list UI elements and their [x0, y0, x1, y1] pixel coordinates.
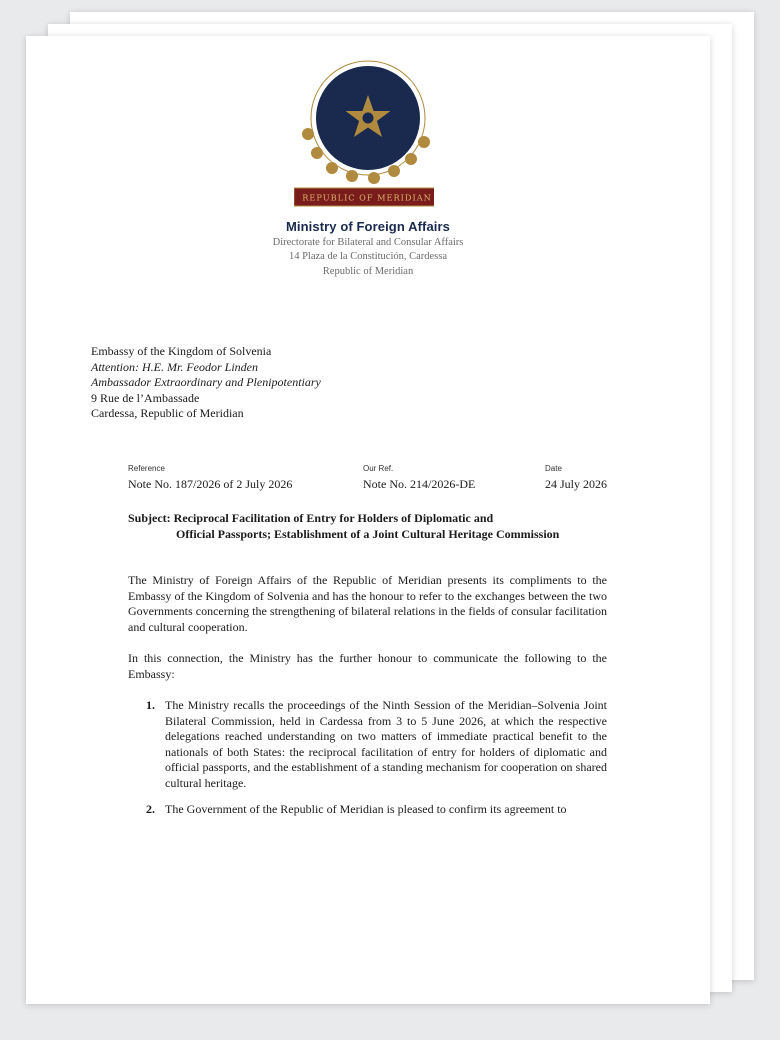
- our-ref-value: Note No. 214/2026-DE: [363, 477, 476, 491]
- recipient-attention: Attention: H.E. Mr. Feodor Linden: [91, 359, 258, 374]
- subject-line-1: Subject: Reciprocal Facilitation of Entry for Holders of Diplomatic and: [128, 511, 494, 525]
- recipient-address-block: [91, 344, 321, 422]
- document-page: [26, 36, 710, 1004]
- date-label: Date: [545, 464, 562, 473]
- ministry-address: 14 Plaza de la Constitución, Cardessa: [288, 251, 448, 262]
- our-ref-field: [363, 464, 475, 492]
- numbered-item-1: [146, 698, 607, 791]
- state-emblem: [294, 58, 434, 228]
- emblem-banner-text: REPUBLIC OF MERIDIAN: [302, 192, 432, 203]
- reference-field: [128, 464, 292, 492]
- date-value: 24 July 2026: [545, 477, 608, 491]
- recipient-city: Cardessa, Republic of Meridian: [91, 406, 244, 421]
- ministry-country: Republic of Meridian: [322, 266, 414, 277]
- subject-line-2: Official Passports; Establishment of a Joint Cultural Heritage Commission: [176, 526, 560, 541]
- ministry-name: Ministry of Foreign Affairs: [285, 219, 450, 234]
- subject-heading: [128, 511, 608, 542]
- item-number: 2.: [146, 802, 155, 816]
- reference-value: Note No. 187/2026 of 2 July 2026: [128, 477, 293, 491]
- directorate-name: Directorate for Bilateral and Consular Affairs: [272, 237, 464, 248]
- reference-label: Reference: [128, 464, 165, 473]
- date-field: [545, 464, 607, 492]
- recipient-title: Ambassador Extraordinary and Plenipotentiary: [91, 375, 321, 390]
- item-number: 1.: [146, 698, 155, 712]
- recipient-street: 9 Rue de l’Ambassade: [91, 390, 200, 405]
- numbered-item-2: [146, 802, 607, 818]
- body-paragraph-1: The Ministry of Foreign Affairs of the Republic of Meridian presents its compliments to the Embassy of the Kingdom of Solvenia and has the honour to refer to the exchanges between the two Governments concerning the strengthening of bilateral relations in the fields of consular facilitation and cultural cooperation.: [128, 573, 607, 634]
- body-paragraph-2: In this connection, the Ministry has the further honour to communicate the following to the Embassy:: [128, 651, 607, 681]
- item-text: The Government of the Republic of Meridian is pleased to confirm its agreement to: [165, 802, 567, 816]
- recipient-embassy: Embassy of the Kingdom of Solvenia: [91, 344, 272, 358]
- item-text: The Ministry recalls the proceedings of the Ninth Session of the Meridian–Solvenia Joint Bilateral Commission, held in Cardessa from 3 to 5 June 2026, at which the respective delegations reached understanding on two matters of immediate practical benefit to the nationals of both States: the reciprocal facilitation of entry for holders of diplomatic and official passports, and the establishment of a standing mechanism for cooperation on shared cultural heritage.: [165, 698, 607, 790]
- our-ref-label: Our Ref.: [363, 464, 394, 473]
